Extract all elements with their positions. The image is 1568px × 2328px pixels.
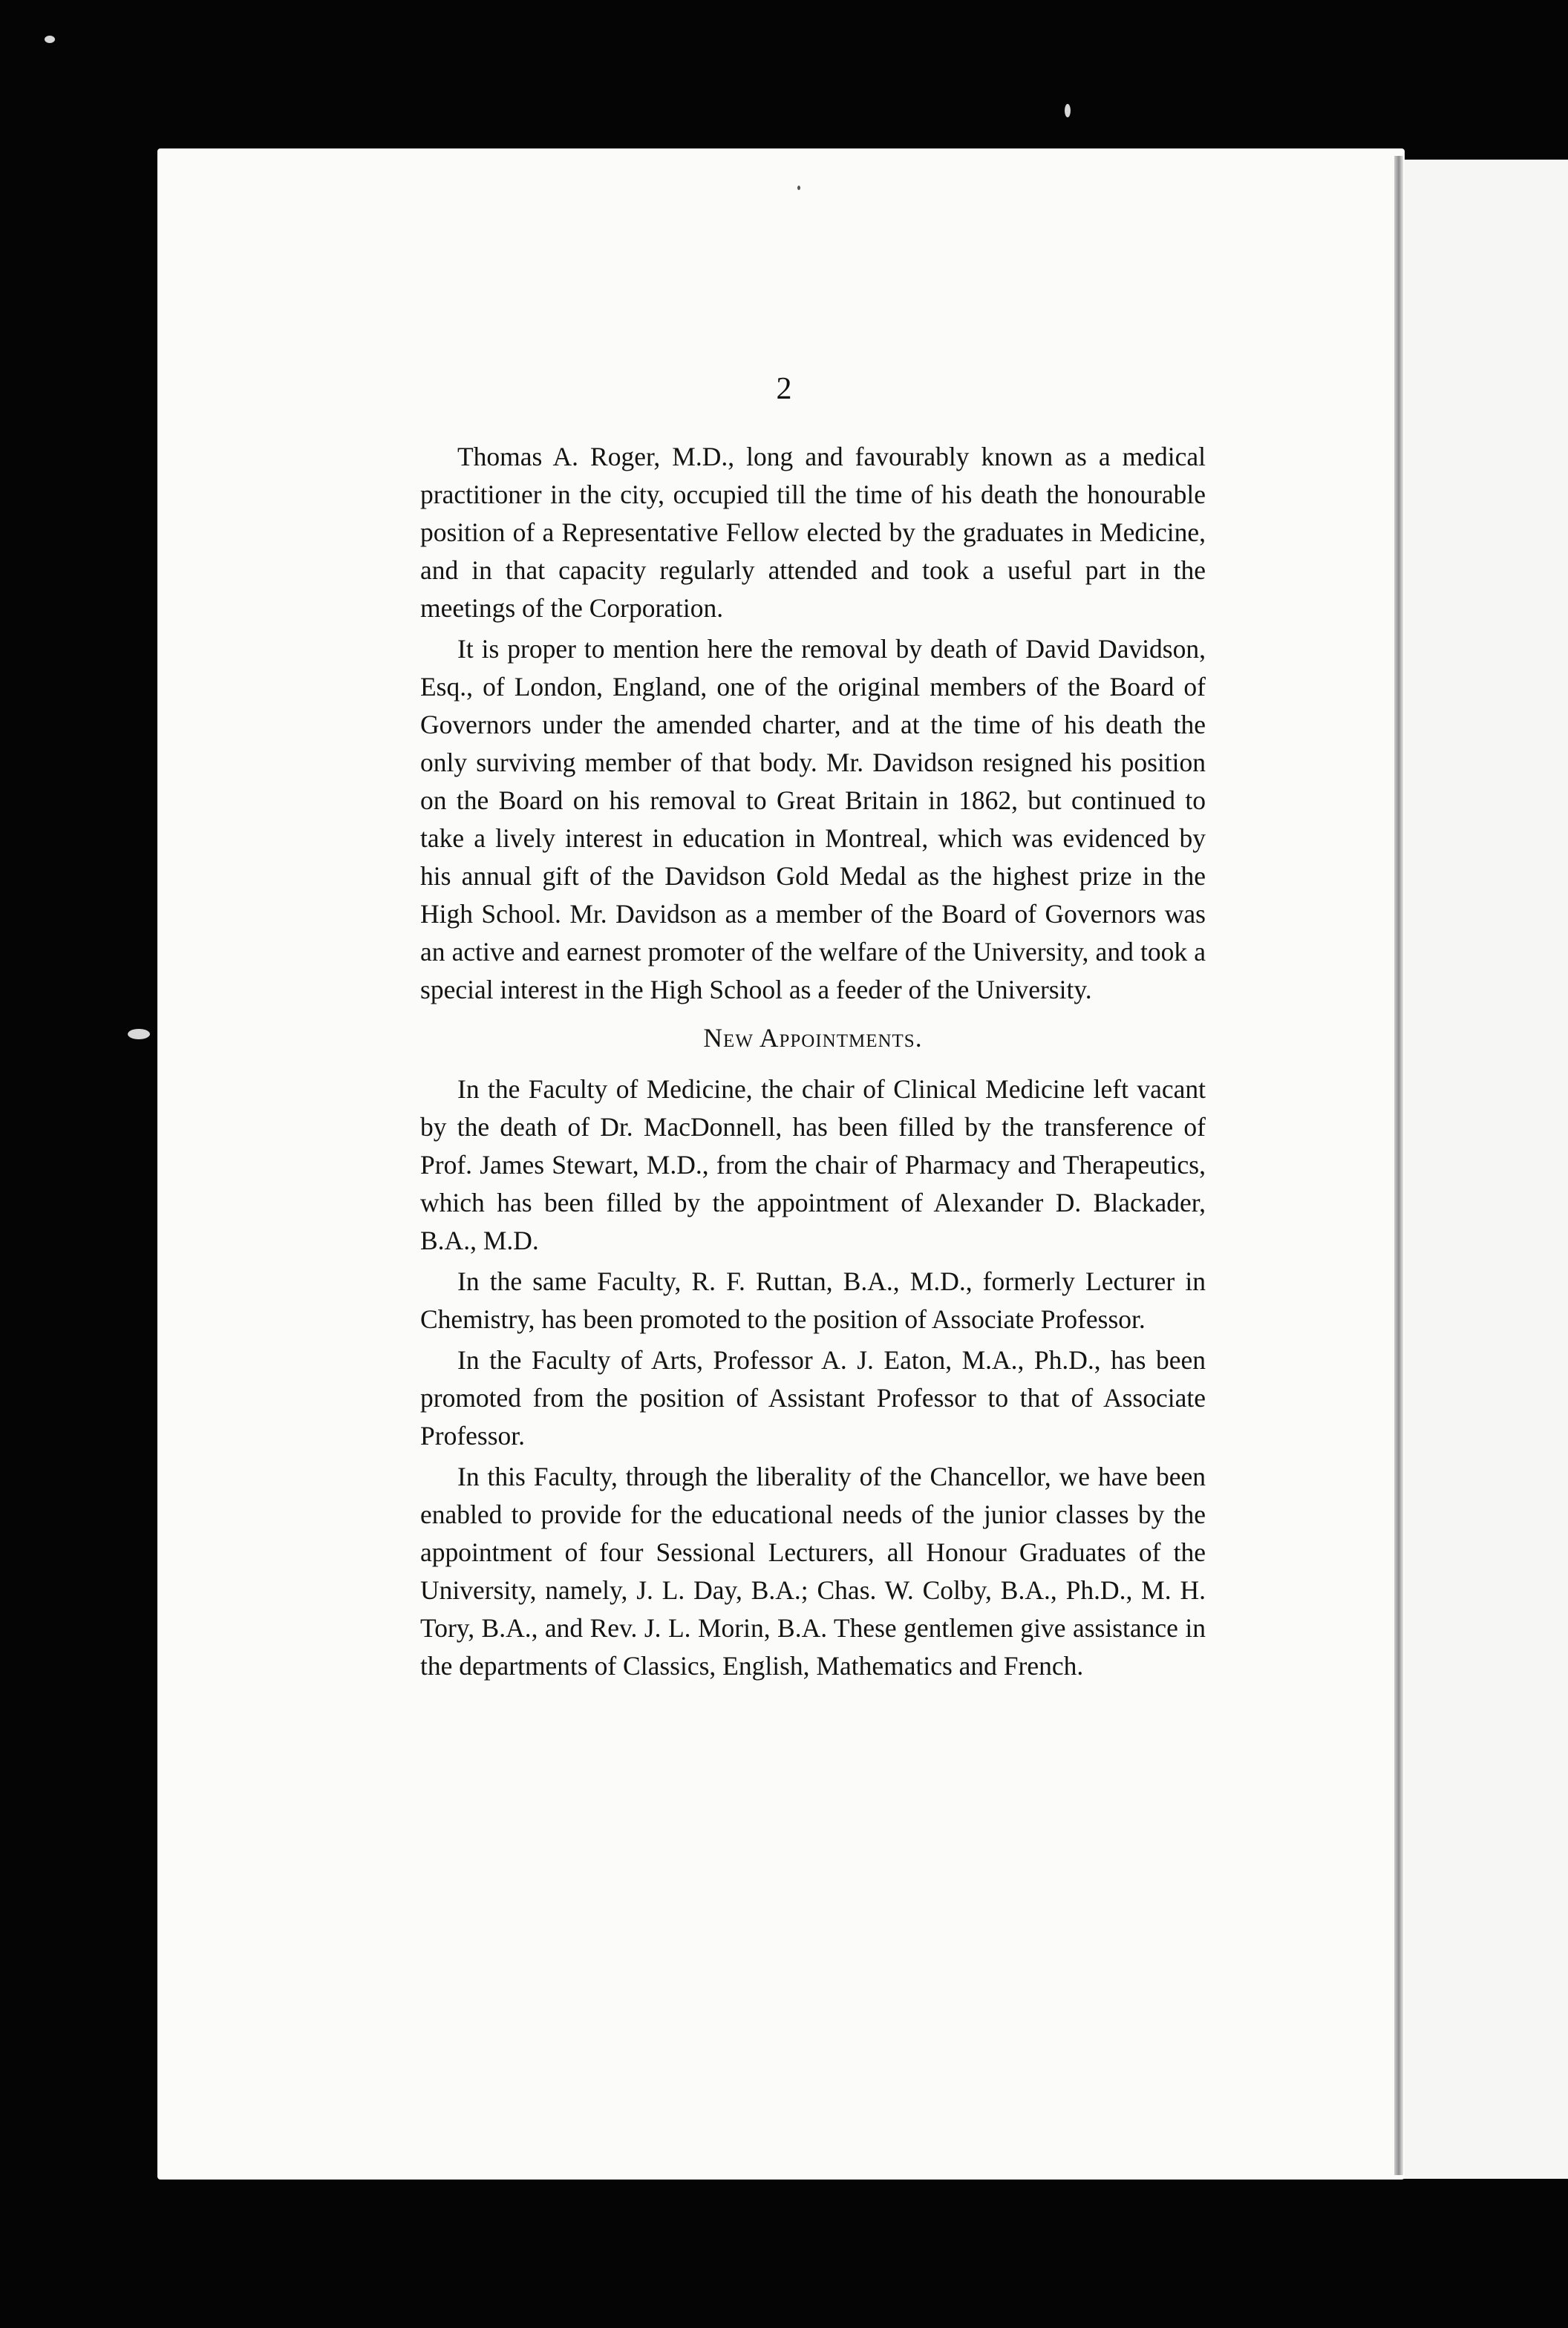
paragraph-lecturers: In this Faculty, through the liberality of the Chancellor, we have been enabled to provide for the educational needs of the junior classes by the appointment of four Sessional Lecturers, all Honour Graduates of the University, namely, J. L. Day, B.A.; Chas. W. Colby, B.A., Ph.D., M. H. Tory, B.A., and Rev. J. L. Morin, B.A. These gentlemen give assistance in the departments of Classics, English, Mathematics and French. [420,1462,1206,1681]
paragraph-eaton: In the Faculty of Arts, Professor A. J. Eaton, M.A., Ph.D., has been promoted from the position of Assistant Professor to that of Associate Professor. [420,1345,1206,1451]
paragraph-davidson: It is proper to mention here the removal by death of David Davidson, Esq., of London, England, one of the original members of the Board of Governors under the amended charter, and at the time of his death the only surviving member of that body. Mr. Davidson resigned his position on the Board on his removal to Great Britain in 1862, but continued to take a lively interest in education in Montreal, which was evidenced by his annual gift of the Davidson Gold Medal as the highest prize in the High School. Mr. Davidson as a member of the Board of Governors was an active and earnest promoter of the welfare of the University, and took a special interest in the High School as a feeder of the University. [420,634,1206,1004]
dust-speck [1065,104,1071,117]
page-gutter-edge [1394,156,1403,2175]
body-text [420,438,1206,1688]
dust-speck [797,186,800,190]
page-number: 2 [776,372,792,406]
dust-speck [45,36,55,43]
facing-page [1403,160,1568,2179]
paragraph-roger: Thomas A. Roger, M.D., long and favourably known as a medical practitioner in the city, occupied till the time of his death the honourable position of a Representative Fellow elected by the graduates in Medicine, and in that capacity regularly attended and took a useful part in the meetings of the Corporation. [420,442,1206,623]
dust-speck [128,1029,150,1039]
section-heading: New Appointments. [703,1023,923,1053]
paragraph-ruttan: In the same Faculty, R. F. Ruttan, B.A., M.D., formerly Lecturer in Chemistry, has been promoted to the position of Associate Professor. [420,1266,1206,1334]
paragraph-medicine: In the Faculty of Medicine, the chair of Clinical Medicine left vacant by the death of Dr. MacDonnell, has been filled by the transference of Prof. James Stewart, M.D., from the chair of Pharmacy and Therapeutics, which has been filled by the appointment of Alexander D. Blackader, B.A., M.D. [420,1074,1206,1255]
